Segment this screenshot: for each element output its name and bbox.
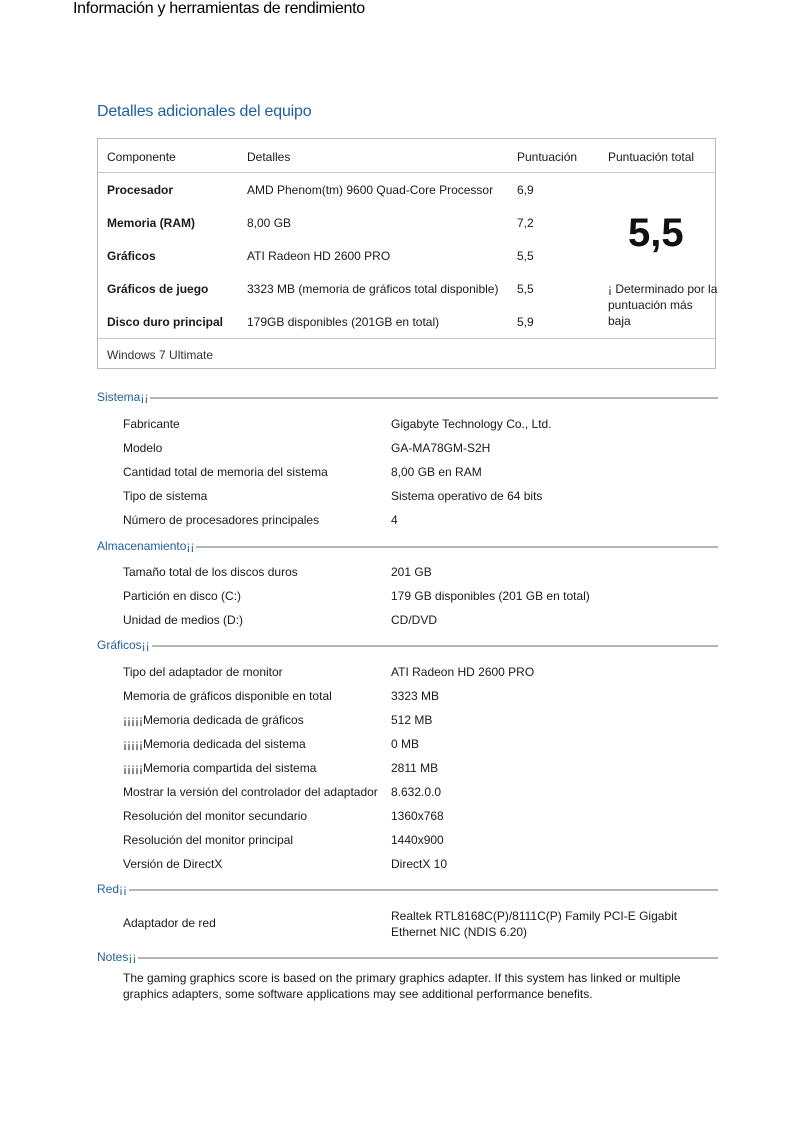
info-row xyxy=(123,417,718,441)
info-row xyxy=(123,809,718,833)
info-key: ¡¡¡¡¡Memoria dedicada del sistema xyxy=(123,737,306,751)
row-score: 5,9 xyxy=(517,315,534,329)
info-value: DirectX 10 xyxy=(391,857,448,871)
row-details: AMD Phenom(tm) 9600 Quad-Core Processor xyxy=(247,183,494,197)
info-value: ATI Radeon HD 2600 PRO xyxy=(391,665,535,679)
group-divider xyxy=(97,957,718,959)
notes-text: The gaming graphics score is based on the primary graphics adapter. If this system has linked or multiple graphics adapters, some software applications may see additional performance benefits. xyxy=(123,971,681,1001)
info-value: 8.632.0.0 xyxy=(391,785,442,799)
info-row xyxy=(123,761,718,785)
row-score: 7,2 xyxy=(517,216,534,230)
info-row xyxy=(123,565,718,589)
info-key: Fabricante xyxy=(123,417,180,431)
info-row xyxy=(123,737,718,761)
row-component: Memoria (RAM) xyxy=(107,216,196,230)
info-key: Versión de DirectX xyxy=(123,857,223,871)
info-value: CD/DVD xyxy=(391,613,438,627)
info-key: Partición en disco (C:) xyxy=(123,589,242,603)
total-score-note: ¡ Determinado por la puntuación más baja xyxy=(608,282,718,328)
row-component: Gráficos xyxy=(107,249,156,263)
info-key: Resolución del monitor secundario xyxy=(123,809,308,823)
info-row xyxy=(123,513,718,537)
info-value: Sistema operativo de 64 bits xyxy=(391,489,543,503)
group-title-sistema[interactable]: Sistema¡¡ xyxy=(97,390,149,404)
row-score: 5,5 xyxy=(517,249,534,263)
row-score: 5,5 xyxy=(517,282,534,296)
row-details: ATI Radeon HD 2600 PRO xyxy=(247,249,391,263)
header-total-score: Puntuación total xyxy=(608,150,695,164)
group-divider xyxy=(97,397,718,399)
info-value: Realtek RTL8168C(P)/8111C(P) Family PCI-E Gigabit Ethernet NIC (NDIS 6.20) xyxy=(391,909,678,939)
group-title-notes[interactable]: Notes¡¡ xyxy=(97,950,137,964)
info-key: ¡¡¡¡¡Memoria dedicada de gráficos xyxy=(123,713,304,727)
info-value: 0 MB xyxy=(391,737,420,751)
row-component: Procesador xyxy=(107,183,174,197)
group-title-almacenamiento[interactable]: Almacenamiento¡¡ xyxy=(97,539,195,553)
info-key: Número de procesadores principales xyxy=(123,513,320,527)
info-key: Modelo xyxy=(123,441,163,455)
score-table-header xyxy=(98,139,715,173)
info-value: GA-MA78GM-S2H xyxy=(391,441,491,455)
group-title-red[interactable]: Red¡¡ xyxy=(97,882,128,896)
section-heading: Detalles adicionales del equipo xyxy=(97,103,312,120)
os-name: Windows 7 Ultimate xyxy=(107,348,214,362)
info-value: 1440x900 xyxy=(391,833,444,847)
group-divider xyxy=(97,889,718,891)
info-key: Tipo de sistema xyxy=(123,489,208,503)
row-component: Disco duro principal xyxy=(107,315,224,329)
total-score-value: 5,5 xyxy=(628,211,684,255)
info-key: Tipo del adaptador de monitor xyxy=(123,665,283,679)
info-value: 4 xyxy=(391,513,398,527)
info-key: Tamaño total de los discos duros xyxy=(123,565,298,579)
info-row xyxy=(123,833,718,857)
info-row xyxy=(123,665,718,689)
os-row xyxy=(98,338,715,370)
row-component: Gráficos de juego xyxy=(107,282,209,296)
info-value: Gigabyte Technology Co., Ltd. xyxy=(391,417,552,431)
row-details: 8,00 GB xyxy=(247,216,292,230)
info-key: ¡¡¡¡¡Memoria compartida del sistema xyxy=(123,761,317,775)
info-key: Adaptador de red xyxy=(123,916,216,930)
info-row xyxy=(123,465,718,489)
info-row xyxy=(123,689,718,713)
row-details: 3323 MB (memoria de gráficos total disponible) xyxy=(247,282,499,296)
info-value: 8,00 GB en RAM xyxy=(391,465,482,479)
info-row xyxy=(123,589,718,613)
info-value: 3323 MB xyxy=(391,689,440,703)
row-details: 179GB disponibles (201GB en total) xyxy=(247,315,440,329)
header-details: Detalles xyxy=(247,150,291,164)
info-value: 1360x768 xyxy=(391,809,444,823)
info-value: 201 GB xyxy=(391,565,432,579)
info-key: Cantidad total de memoria del sistema xyxy=(123,465,328,479)
info-value: 512 MB xyxy=(391,713,433,727)
row-score: 6,9 xyxy=(517,183,534,197)
info-row xyxy=(123,441,718,465)
info-row xyxy=(123,613,718,637)
info-row xyxy=(123,713,718,737)
info-key: Mostrar la versión del controlador del adaptador xyxy=(123,785,378,799)
score-table xyxy=(97,138,716,369)
info-row xyxy=(123,857,718,881)
info-key: Memoria de gráficos disponible en total xyxy=(123,689,332,703)
info-value: 2811 MB xyxy=(391,761,439,775)
info-row xyxy=(123,908,718,942)
header-score: Puntuación xyxy=(517,150,578,164)
info-row xyxy=(123,489,718,513)
info-key: Resolución del monitor principal xyxy=(123,833,294,847)
page-header-title: Información y herramientas de rendimiento xyxy=(73,0,365,17)
group-title-graficos[interactable]: Gráficos¡¡ xyxy=(97,638,150,652)
group-divider xyxy=(97,645,718,647)
info-key: Unidad de medios (D:) xyxy=(123,613,244,627)
info-row xyxy=(123,785,718,809)
info-value: 179 GB disponibles (201 GB en total) xyxy=(391,589,590,603)
header-component: Componente xyxy=(107,150,176,164)
